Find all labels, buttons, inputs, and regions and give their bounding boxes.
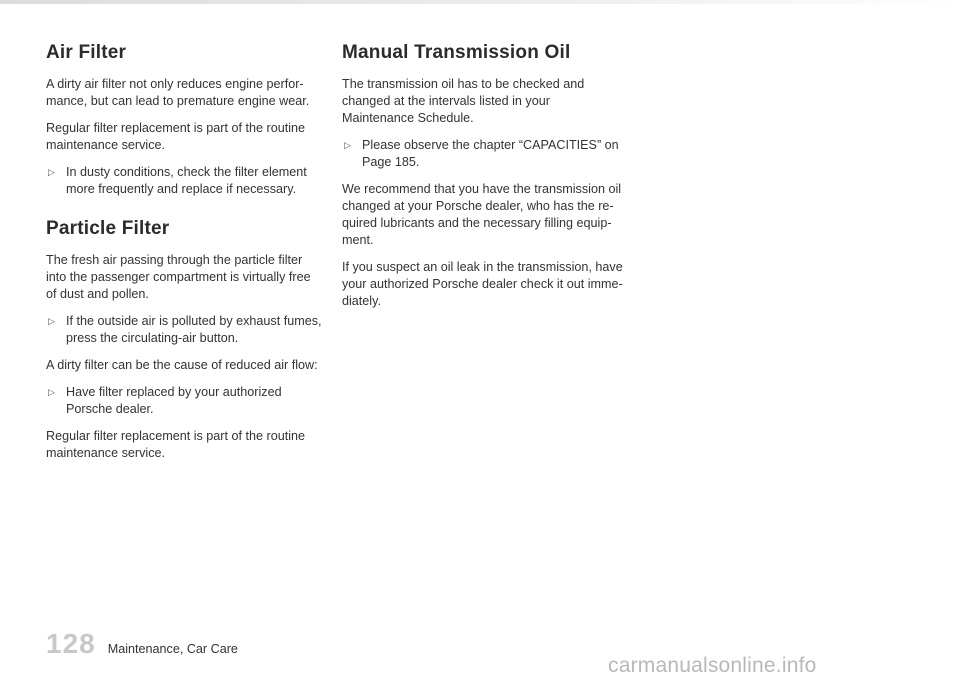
top-edge-strip: [0, 0, 960, 4]
watermark-text: carmanualsonline.info: [608, 654, 817, 677]
particle-filter-bullet-2-text: Have filter replaced by your authorized Porsche dealer.: [66, 385, 282, 416]
triangle-right-icon: ▷: [344, 140, 351, 150]
air-filter-bullet-1: [46, 164, 324, 198]
triangle-right-icon: ▷: [48, 387, 55, 397]
air-filter-bullet-1-text: In dusty conditions, check the filter element more frequently and replace if necessary.: [66, 165, 307, 196]
air-filter-paragraph-2: Regular filter replacement is part of the routine maintenance service.: [46, 121, 306, 152]
air-filter-section: [46, 42, 324, 198]
triangle-right-icon: ▷: [48, 316, 55, 326]
transmission-oil-bullet-1-text: Please observe the chapter “CAPACITIES” on Page 185.: [362, 138, 619, 169]
page-footer: [46, 628, 238, 660]
transmission-oil-bullet-1: [342, 137, 624, 171]
particle-filter-paragraph-2: A dirty filter can be the cause of reduced air flow:: [46, 358, 318, 372]
air-filter-paragraph-1: A dirty air filter not only reduces engine perfor-mance, but can lead to premature engine wear.: [46, 77, 310, 108]
air-filter-heading: Air Filter: [46, 42, 127, 63]
triangle-right-icon: ▷: [48, 167, 55, 177]
particle-filter-paragraph-3: Regular filter replacement is part of the routine maintenance service.: [46, 429, 306, 460]
particle-filter-paragraph-1: The fresh air passing through the particle filter into the passenger compartment is virtually free of dust and pollen.: [46, 253, 311, 301]
left-column: [46, 42, 324, 472]
transmission-oil-section: [342, 42, 624, 310]
transmission-oil-paragraph-1: The transmission oil has to be checked and changed at the intervals listed in your Maintenance Schedule.: [342, 77, 585, 125]
particle-filter-bullet-1-text: If the outside air is polluted by exhaust fumes, press the circulating-air button.: [66, 314, 322, 345]
particle-filter-heading: Particle Filter: [46, 218, 170, 239]
page-number: 128: [46, 628, 96, 659]
footer-section-name: Maintenance, Car Care: [107, 642, 238, 656]
particle-filter-section: [46, 218, 324, 462]
transmission-oil-heading: Manual Transmission Oil: [342, 42, 571, 63]
particle-filter-bullet-1: [46, 313, 324, 347]
transmission-oil-paragraph-3: If you suspect an oil leak in the transmission, have your authorized Porsche dealer check it out imme-diately.: [342, 260, 623, 308]
particle-filter-bullet-2: [46, 384, 324, 418]
transmission-oil-paragraph-2: We recommend that you have the transmission oil changed at your Porsche dealer, who has the re-quired lubricants and the necessary filling equip-ment.: [342, 182, 622, 247]
right-column: [342, 42, 624, 320]
